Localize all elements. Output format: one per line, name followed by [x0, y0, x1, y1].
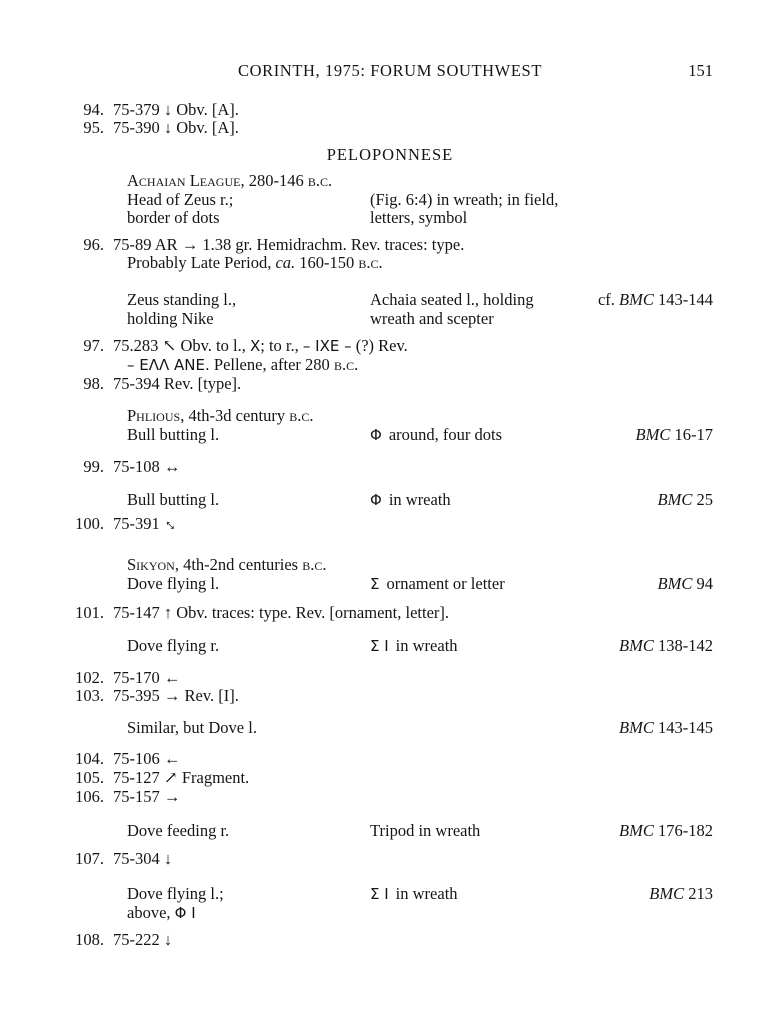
entry-107	[68, 849, 172, 868]
bmc-label: BMC	[649, 884, 685, 903]
reverse-desc	[370, 490, 451, 510]
entry-99	[68, 457, 180, 476]
obverse-desc: Dove flying r.	[127, 636, 220, 655]
entry-text: 75.283 ↖ Obv. to l.,	[113, 336, 250, 355]
entry-number: 94.	[83, 100, 104, 119]
entry-text: 75-391	[113, 514, 164, 533]
entry-98	[68, 374, 241, 393]
obverse-desc: Dove flying l.	[127, 574, 220, 593]
reverse-desc	[370, 884, 458, 904]
entry-text: 160-150	[295, 253, 359, 272]
mint-name: Achaian League	[127, 171, 241, 190]
date-range: , 4th-2nd centuries	[174, 555, 303, 574]
entry-number: 102.	[75, 668, 104, 687]
bmc-numbers: 143-144	[658, 290, 713, 309]
bmc-numbers: 25	[696, 490, 713, 509]
bmc-reference	[649, 884, 713, 903]
sigma-iota-symbol: Σ I	[370, 637, 389, 655]
obverse-desc: Bull butting l.	[127, 425, 220, 444]
reverse-desc: (Fig. 6:4) in wreath; in field,	[370, 190, 559, 209]
entry-text: 75-157 →	[113, 787, 181, 806]
entry-number: 103.	[75, 686, 104, 705]
reverse-text: in wreath	[395, 884, 458, 903]
page-header-title: CORINTH, 1975: FORUM SOUTHWEST	[237, 61, 542, 80]
obverse-desc: Dove feeding r.	[127, 821, 230, 840]
entry-number: 95.	[83, 118, 104, 137]
sigma-symbol: Σ	[370, 575, 380, 593]
type-heading-phlious	[127, 406, 314, 425]
date-range: , 280-146	[240, 171, 308, 190]
entry-106	[68, 787, 180, 806]
bc-label: b.c.	[333, 355, 359, 374]
mint-name: Sikyon	[127, 555, 175, 574]
legend-letters: – IXE –	[302, 337, 352, 355]
circa-abbrev: ca.	[275, 253, 296, 272]
obverse-desc: holding Nike	[127, 309, 214, 328]
obverse-desc	[127, 903, 196, 923]
bmc-numbers: 143-145	[658, 718, 713, 737]
entry-number: 107.	[75, 849, 104, 868]
obverse-text: above,	[127, 903, 175, 922]
entry-100	[68, 510, 185, 537]
bmc-label: BMC	[619, 636, 654, 655]
field-letter: X	[249, 337, 261, 355]
entry-number: 100.	[75, 514, 104, 533]
reverse-desc	[370, 425, 502, 445]
cf-label: cf.	[597, 290, 615, 309]
type-heading-sikyon	[127, 555, 327, 574]
type-heading-achaian-league	[127, 171, 332, 190]
obverse-desc: Similar, but Dove l.	[127, 718, 257, 737]
bmc-numbers: 94	[696, 574, 713, 593]
bmc-reference	[619, 718, 713, 737]
obverse-desc: border of dots	[127, 208, 220, 227]
reverse-desc	[370, 574, 505, 594]
reverse-desc: letters, symbol	[370, 208, 468, 227]
phi-iota-symbol: Φ I	[174, 904, 196, 922]
entry-96-continued	[127, 253, 383, 272]
bmc-reference	[658, 574, 713, 593]
bmc-reference	[636, 425, 713, 444]
entry-number: 104.	[75, 749, 104, 768]
entry-text: 75-108 ↔	[113, 457, 181, 476]
entry-number: 101.	[75, 603, 104, 622]
bc-label: b.c.	[358, 253, 383, 272]
entry-101	[68, 603, 449, 622]
bmc-label: BMC	[619, 821, 654, 840]
bc-label: b.c.	[307, 171, 333, 190]
bmc-numbers: 16-17	[674, 425, 713, 444]
bmc-label: BMC	[619, 718, 654, 737]
bc-label: b.c.	[289, 406, 314, 425]
entry-text: 75-89 AR → 1.38 gr. Hemidrachm. Rev. traces: type.	[113, 235, 465, 254]
obverse-desc: Head of Zeus r.;	[127, 190, 234, 209]
reverse-desc: wreath and scepter	[370, 309, 494, 328]
diagonal-double-arrow: ↔	[159, 510, 185, 537]
phi-symbol: Φ	[370, 491, 382, 509]
entry-96	[68, 235, 464, 254]
bmc-numbers: 213	[688, 884, 713, 903]
entry-text: 75-395 → Rev. [I].	[113, 686, 239, 705]
sigma-iota-symbol: Σ I	[370, 885, 389, 903]
bmc-label: BMC	[657, 574, 693, 593]
entry-text: 75-106 ←	[113, 749, 181, 768]
entry-97-continued	[127, 355, 358, 375]
phi-symbol: Φ	[370, 426, 382, 444]
entry-text: 75-379 ↓ Obv. [A].	[113, 100, 239, 119]
obverse-desc: Dove flying l.;	[127, 884, 224, 903]
reverse-desc: Achaia seated l., holding	[370, 290, 534, 309]
reverse-text: ornament or letter	[386, 574, 505, 593]
bmc-reference	[619, 636, 713, 655]
entry-97	[68, 336, 408, 356]
bmc-label: BMC	[619, 290, 654, 309]
bmc-numbers: 138-142	[658, 636, 713, 655]
entry-102	[68, 668, 180, 687]
entry-number: 108.	[75, 930, 104, 949]
bmc-reference	[598, 290, 713, 309]
entry-95	[68, 118, 239, 137]
reverse-text: around, four dots	[388, 425, 503, 444]
entry-text: Pellene, after 280	[209, 355, 334, 374]
reverse-desc	[370, 636, 458, 656]
mint-name: Phlious	[127, 406, 181, 425]
entry-94	[68, 100, 239, 119]
entry-text: 75-147 ↑ Obv. traces: type. Rev. [ornament, letter].	[113, 603, 450, 622]
legend-letters: – EΛΛ ANE.	[127, 356, 210, 374]
page-number: 151	[688, 61, 713, 80]
entry-number: 96.	[83, 235, 104, 254]
entry-text: Probably Late Period,	[127, 253, 276, 272]
entry-108	[68, 930, 172, 949]
entry-number: 99.	[83, 457, 104, 476]
entry-103	[68, 686, 239, 705]
bmc-label: BMC	[635, 425, 671, 444]
reverse-desc: Tripod in wreath	[370, 821, 481, 840]
entry-text: 75-304 ↓	[113, 849, 173, 868]
bmc-reference	[619, 821, 713, 840]
entry-105	[68, 768, 249, 787]
entry-text: ; to r.,	[260, 336, 303, 355]
entry-number: 98.	[83, 374, 104, 393]
bmc-reference	[658, 490, 713, 509]
bc-label: b.c.	[302, 555, 327, 574]
entry-text: 75-394 Rev. [type].	[113, 374, 242, 393]
obverse-desc: Bull butting l.	[127, 490, 220, 509]
reverse-text: in wreath	[395, 636, 458, 655]
entry-text: 75-222 ↓	[113, 930, 173, 949]
entry-number: 105.	[75, 768, 104, 787]
entry-text: 75-127 ↗ Fragment.	[113, 768, 250, 787]
bmc-numbers: 176-182	[658, 821, 713, 840]
entry-text: (?) Rev.	[351, 336, 408, 355]
entry-number: 97.	[83, 336, 104, 355]
entry-text: 75-170 ←	[113, 668, 181, 687]
entry-number: 106.	[75, 787, 104, 806]
section-heading-peloponnese: PELOPONNESE	[326, 145, 454, 164]
bmc-label: BMC	[657, 490, 693, 509]
obverse-desc: Zeus standing l.,	[127, 290, 237, 309]
entry-text: 75-390 ↓ Obv. [A].	[113, 118, 239, 137]
reverse-text: in wreath	[388, 490, 451, 509]
entry-104	[68, 749, 180, 768]
date-range: , 4th-3d century	[180, 406, 290, 425]
